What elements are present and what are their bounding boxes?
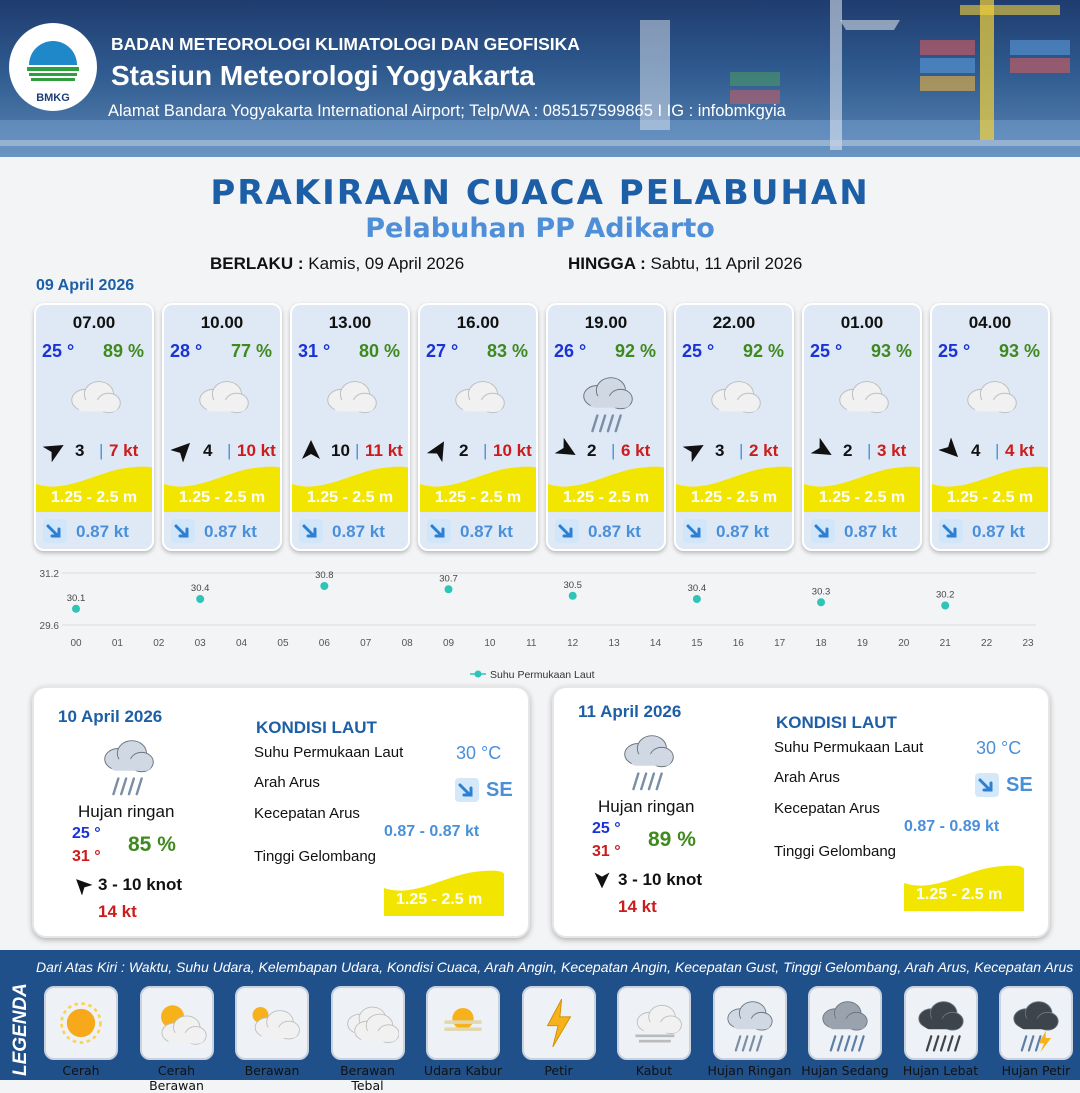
humidity: 77 %	[230, 341, 272, 361]
current-row	[554, 518, 664, 546]
cloudy-icon	[317, 367, 387, 435]
cloudy-sun-icon	[241, 992, 303, 1054]
partly-cloudy-icon	[146, 992, 208, 1054]
svg-text:LEGENDA: LEGENDA	[10, 983, 31, 1076]
x-tick-label: 13	[608, 638, 620, 649]
legend-item-label: Berawan	[244, 1063, 300, 1078]
wind-direction-icon	[171, 438, 195, 462]
current-row	[426, 518, 536, 546]
wind-row	[169, 438, 281, 462]
x-tick-label: 06	[318, 638, 330, 649]
page-title: PRAKIRAAN CUACA PELABUHAN	[210, 173, 870, 213]
hour-card	[546, 303, 666, 551]
data-label: 30.2	[935, 589, 955, 601]
wind-separator: |	[867, 441, 872, 460]
wave-height: 1.25 - 2.5 m	[178, 489, 266, 506]
hour-card	[290, 303, 410, 551]
valid-to	[568, 254, 802, 274]
hour-time: 19.00	[584, 313, 628, 332]
legend-item-label: Hujan Sedang	[801, 1063, 889, 1078]
wave-height: 1.25 - 2.5 m	[690, 489, 778, 506]
current-speed: 0.87 - 0.89 kt	[904, 818, 1000, 835]
temperature-min: 25 °	[592, 820, 621, 837]
valid-from	[210, 254, 464, 274]
current-direction-icon	[554, 518, 580, 544]
humidity: 83 %	[486, 341, 528, 361]
air-temperature: 25 °	[682, 341, 715, 361]
current-direction-icon	[810, 518, 836, 544]
legend-description: Dari Atas Kiri : Waktu, Suhu Udara, Kelembapan Udara, Kondisi Cuaca, Arah Angin, Kecepatan Angin, Kecepatan Gust, Tinggi Gelombang, Arah Arus, Kecepatan Arus	[36, 959, 1074, 975]
wind-separator: |	[995, 441, 1000, 460]
gust-speed: 4 kt	[1005, 441, 1035, 460]
wave-height: 1.25 - 2.5 m	[916, 886, 1003, 903]
hour-time: 07.00	[72, 313, 116, 332]
station-address: Alamat Bandara Yogyakarta International Airport; Telp/WA : 085157599865 I IG : infobmkgyia	[108, 102, 786, 120]
cloudy-icon	[957, 367, 1027, 435]
cloudy-icon	[445, 367, 515, 435]
legend-item	[617, 986, 691, 1060]
gust-speed: 2 kt	[749, 441, 779, 460]
current-speed-label: Kecepatan Arus	[774, 800, 880, 817]
x-tick-label: 04	[236, 638, 248, 649]
valid-from-value: Kamis, 09 April 2026	[308, 254, 465, 273]
current-speed: 0.87 kt	[204, 522, 257, 541]
hour-time: 01.00	[840, 313, 884, 332]
data-label: 30.4	[190, 583, 210, 594]
y-tick-label: 29.6	[39, 621, 59, 632]
legend-item-label: Kabut	[635, 1063, 673, 1078]
data-point	[693, 595, 701, 603]
wave-height: 1.25 - 2.5 m	[434, 489, 522, 506]
air-temperature: 26 °	[554, 341, 587, 361]
legend-item-label: Petir	[544, 1063, 573, 1078]
hour-card	[674, 303, 794, 551]
overcast-icon	[337, 992, 399, 1054]
x-tick-label: 23	[1022, 638, 1034, 649]
legend-item	[140, 986, 214, 1060]
cloudy-icon	[189, 367, 259, 435]
wave-height-label: Tinggi Gelombang	[254, 848, 377, 865]
wave-height: 1.25 - 2.5 m	[818, 489, 906, 506]
legend-item	[999, 986, 1073, 1060]
air-temperature: 31 °	[298, 341, 331, 361]
current-row	[938, 518, 1048, 546]
x-tick-label: 19	[856, 638, 868, 649]
wind-separator: |	[739, 441, 744, 460]
hour-card	[34, 303, 154, 551]
sst-label: Suhu Permukaan Laut	[254, 744, 404, 761]
wind-direction-icon	[811, 438, 835, 462]
wind-speed: 2	[587, 441, 597, 460]
x-tick-label: 00	[70, 638, 82, 649]
wind-speed: 2	[843, 441, 853, 460]
gust-speed: 14 kt	[98, 902, 137, 921]
x-tick-label: 12	[567, 638, 579, 649]
current-speed: 0.87 kt	[844, 522, 897, 541]
wind-speed: 4	[203, 441, 213, 460]
hour-time: 10.00	[200, 313, 244, 332]
gust-speed: 3 kt	[877, 441, 907, 460]
data-label: 30.3	[811, 586, 831, 598]
legend-item-label: Hujan Lebat	[902, 1063, 979, 1078]
svg-text:BMKG: BMKG	[36, 92, 70, 104]
wind-direction-icon	[299, 438, 323, 462]
sea-conditions-title: KONDISI LAUT	[776, 713, 897, 732]
heavy-rain-icon	[910, 992, 972, 1054]
wind-direction-icon	[427, 438, 451, 462]
day-panel	[552, 686, 1050, 938]
wind-speed: 3	[75, 441, 85, 460]
wave-height: 1.25 - 2.5 m	[946, 489, 1034, 506]
sst-label: Suhu Permukaan Laut	[774, 739, 924, 756]
current-speed: 0.87 kt	[332, 522, 385, 541]
x-tick-label: 05	[277, 638, 289, 649]
wave-height: 1.25 - 2.5 m	[396, 891, 483, 908]
legend-item	[235, 986, 309, 1060]
gust-speed: 10 kt	[493, 441, 532, 460]
current-direction-icon	[170, 518, 196, 544]
x-tick-label: 07	[360, 638, 372, 649]
humidity: 92 %	[742, 341, 784, 361]
current-speed: 0.87 kt	[588, 522, 641, 541]
data-label: 30.1	[66, 592, 86, 604]
wave-height: 1.25 - 2.5 m	[306, 489, 394, 506]
current-speed: 0.87 kt	[76, 522, 129, 541]
port-name: Pelabuhan PP Adikarto	[365, 213, 715, 244]
current-row	[298, 518, 408, 546]
current-direction-icon	[454, 777, 480, 803]
current-direction-label: Arah Arus	[774, 769, 840, 786]
wind-row	[297, 438, 409, 462]
current-speed: 0.87 kt	[460, 522, 513, 541]
light-rain-icon	[573, 367, 643, 435]
sst-value: 30 °C	[976, 738, 1022, 758]
air-temperature: 28 °	[170, 341, 203, 361]
wind-range: 3 - 10 knot	[618, 870, 703, 889]
wind-separator: |	[355, 441, 360, 460]
hour-time: 13.00	[328, 313, 372, 332]
day-date: 10 April 2026	[58, 707, 163, 726]
wind-direction-icon	[939, 438, 963, 462]
air-temperature: 27 °	[426, 341, 459, 361]
cloudy-icon	[61, 367, 131, 435]
data-label: 30.7	[439, 573, 458, 585]
sunny-icon	[50, 992, 112, 1054]
y-tick-label: 31.2	[39, 569, 59, 580]
current-direction-icon	[42, 518, 68, 544]
hour-card	[930, 303, 1050, 551]
wind-range: 3 - 10 knot	[98, 875, 183, 894]
current-row	[170, 518, 280, 546]
wave-height-label: Tinggi Gelombang	[774, 843, 897, 860]
x-tick-label: 18	[815, 638, 827, 649]
fog-icon	[623, 992, 685, 1054]
x-tick-label: 14	[649, 638, 662, 649]
lightning-icon	[528, 992, 590, 1054]
hour-time: 16.00	[456, 313, 500, 332]
thunderstorm-icon	[1005, 992, 1067, 1054]
current-direction-icon	[938, 518, 964, 544]
data-point	[196, 595, 204, 603]
sst-chart	[0, 560, 1080, 685]
cloudy-icon	[701, 367, 771, 435]
wind-direction-icon	[72, 875, 92, 895]
hour-card	[162, 303, 282, 551]
temperature-max: 31 °	[72, 848, 101, 865]
x-tick-label: 01	[111, 638, 123, 649]
current-row	[682, 518, 792, 546]
wind-direction-icon	[555, 438, 579, 462]
x-tick-label: 17	[774, 638, 786, 649]
data-label: 30.8	[315, 570, 334, 581]
legend-title	[4, 962, 32, 1080]
data-point	[569, 592, 577, 600]
current-speed: 0.87 kt	[972, 522, 1025, 541]
legend-item-label: Berawan Tebal	[340, 1063, 395, 1093]
wind-direction-icon	[592, 870, 612, 890]
day1-date: 09 April 2026	[36, 277, 135, 294]
x-tick-label: 16	[732, 638, 744, 649]
current-direction: SE	[1006, 774, 1033, 796]
wind-row	[681, 438, 793, 462]
current-direction: SE	[486, 779, 513, 801]
humidity: 93 %	[870, 341, 912, 361]
wind-speed: 2	[459, 441, 469, 460]
x-tick-label: 15	[691, 638, 703, 649]
data-point	[941, 602, 949, 610]
temperature-max: 31 °	[592, 843, 621, 860]
current-direction-label: Arah Arus	[254, 774, 320, 791]
data-point	[445, 585, 453, 593]
wind-direction-icon	[43, 438, 67, 462]
legend-item	[904, 986, 978, 1060]
hour-time: 22.00	[712, 313, 756, 332]
humidity: 80 %	[358, 341, 400, 361]
valid-to-label: HINGGA :	[568, 254, 646, 273]
weather-condition: Hujan ringan	[598, 797, 695, 816]
data-label: 30.5	[563, 579, 582, 591]
x-tick-label: 21	[939, 638, 951, 649]
x-tick-label: 11	[526, 638, 537, 649]
legend-item	[331, 986, 405, 1060]
legend-item	[808, 986, 882, 1060]
light-rain-icon	[719, 992, 781, 1054]
wind-separator: |	[99, 441, 104, 460]
hour-time: 04.00	[968, 313, 1012, 332]
current-direction-icon	[974, 772, 1000, 798]
x-tick-label: 03	[194, 638, 206, 649]
current-direction-icon	[426, 518, 452, 544]
wind-separator: |	[483, 441, 488, 460]
legend-item-label: Udara Kabur	[423, 1063, 503, 1078]
humidity: 92 %	[614, 341, 656, 361]
gust-speed: 6 kt	[621, 441, 651, 460]
wind-separator: |	[227, 441, 232, 460]
wind-row	[553, 438, 665, 462]
legend-item	[713, 986, 787, 1060]
light-rain-icon	[614, 725, 684, 793]
humidity: 89 %	[102, 341, 144, 361]
current-speed-label: Kecepatan Arus	[254, 805, 360, 822]
weather-condition: Hujan ringan	[78, 802, 175, 821]
gust-speed: 11 kt	[365, 441, 403, 460]
wind-speed: 10	[331, 441, 350, 460]
data-point	[320, 582, 328, 590]
x-tick-label: 08	[401, 638, 413, 649]
wind-separator: |	[611, 441, 616, 460]
wind-speed: 3	[715, 441, 725, 460]
gust-speed: 14 kt	[618, 897, 657, 916]
agency-name: BADAN METEOROLOGI KLIMATOLOGI DAN GEOFISIKA	[111, 34, 580, 54]
cloudy-icon	[829, 367, 899, 435]
x-tick-label: 10	[484, 638, 496, 649]
legend-item-label: Cerah	[62, 1063, 100, 1078]
x-tick-label: 20	[898, 638, 910, 649]
legend-label: Suhu Permukaan Laut	[490, 669, 595, 681]
valid-to-value: Sabtu, 11 April 2026	[650, 254, 803, 273]
current-speed: 0.87 - 0.87 kt	[384, 823, 480, 840]
wave-height: 1.25 - 2.5 m	[562, 489, 650, 506]
x-tick-label: 22	[981, 638, 993, 649]
legend-item	[522, 986, 596, 1060]
sea-conditions-title: KONDISI LAUT	[256, 718, 377, 737]
x-tick-label: 09	[442, 638, 455, 649]
humidity: 89 %	[648, 828, 696, 851]
current-direction-icon	[682, 518, 708, 544]
air-temperature: 25 °	[938, 341, 971, 361]
wind-direction-icon	[683, 438, 707, 462]
legend-swatch	[475, 671, 482, 678]
air-temperature: 25 °	[810, 341, 843, 361]
light-rain-icon	[94, 730, 164, 798]
day-panel	[32, 686, 530, 938]
data-point	[817, 598, 825, 606]
legend-item	[426, 986, 500, 1060]
air-temperature: 25 °	[42, 341, 75, 361]
sst-value: 30 °C	[456, 743, 502, 763]
current-row	[42, 518, 152, 546]
gust-speed: 7 kt	[109, 441, 139, 460]
wind-speed: 4	[971, 441, 981, 460]
day-date: 11 April 2026	[578, 702, 682, 721]
legend-item-label: Hujan Petir	[1001, 1063, 1071, 1078]
legend-item	[44, 986, 118, 1060]
data-label: 30.4	[687, 583, 707, 594]
temperature-min: 25 °	[72, 825, 101, 842]
legend-item-label: Cerah Berawan	[149, 1063, 204, 1093]
hour-card	[802, 303, 922, 551]
gust-speed: 10 kt	[237, 441, 276, 460]
valid-from-label: BERLAKU :	[210, 254, 304, 273]
humidity: 93 %	[998, 341, 1040, 361]
hour-card	[418, 303, 538, 551]
current-speed: 0.87 kt	[716, 522, 769, 541]
wind-row	[41, 438, 153, 462]
legend-item-label: Hujan Ringan	[707, 1063, 792, 1078]
moderate-rain-icon	[814, 992, 876, 1054]
wave-height: 1.25 - 2.5 m	[50, 489, 138, 506]
header-banner	[0, 0, 1080, 157]
current-row	[810, 518, 920, 546]
data-point	[72, 605, 80, 613]
wind-row	[425, 438, 537, 462]
current-direction-icon	[298, 518, 324, 544]
x-tick-label: 02	[153, 638, 165, 649]
station-name: Stasiun Meteorologi Yogyakarta	[111, 60, 535, 91]
wind-row	[937, 438, 1049, 462]
haze-icon	[432, 992, 494, 1054]
bmkg-logo	[9, 23, 97, 111]
humidity: 85 %	[128, 833, 176, 856]
wind-row	[809, 438, 921, 462]
